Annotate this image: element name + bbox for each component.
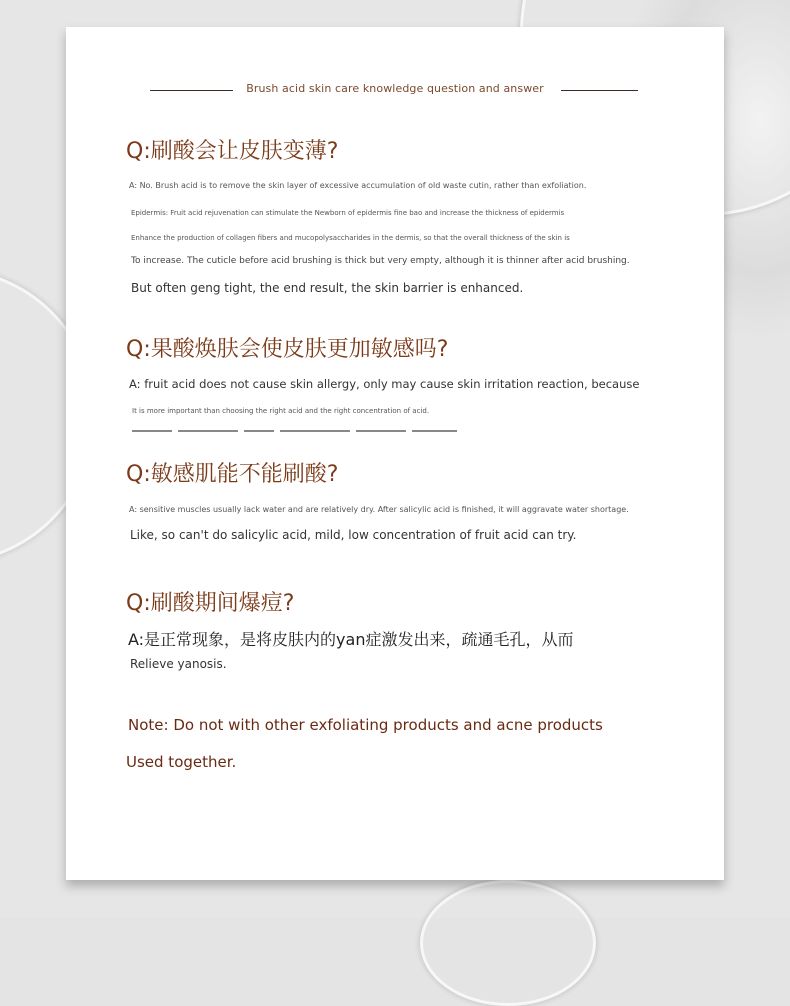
qa-card	[66, 27, 724, 880]
decorative-ring-bottom	[420, 880, 596, 1006]
note-line-2: Used together.	[126, 753, 237, 771]
answer-4-line-2: Relieve yanosis.	[130, 657, 227, 671]
note-line-1: Note: Do not with other exfoliating products and acne products	[128, 716, 603, 734]
answer-2-line-2: It is more important than choosing the right acid and the right concentration of acid.	[132, 407, 430, 415]
answer-1-line-4: To increase. The cuticle before acid brushing is thick but very empty, although it is thinner after acid brushing.	[131, 256, 630, 266]
answer-1-line-2: Epidermis: Fruit acid rejuvenation can stimulate the Newborn of epidermis fine bao and increase the thickness of epidermis	[131, 209, 565, 217]
question-2: Q:果酸焕肤会使皮肤更加敏感吗?	[126, 337, 449, 362]
answer-2-overlapped-text	[132, 429, 482, 438]
answer-3-line-2: Like, so can't do salicylic acid, mild, low concentration of fruit acid can try.	[130, 528, 577, 542]
question-4: Q:刷酸期间爆痘?	[126, 591, 295, 616]
answer-3-line-1: A: sensitive muscles usually lack water and are relatively dry. After salicylic acid is finished, it will aggravate water shortage.	[129, 505, 629, 514]
answer-2-line-1: A: fruit acid does not cause skin allergy, only may cause skin irritation reaction, because	[129, 377, 640, 391]
question-3: Q:敏感肌能不能刷酸?	[126, 462, 339, 487]
question-1: Q:刷酸会让皮肤变薄?	[126, 139, 339, 164]
answer-1-line-3: Enhance the production of collagen fibers and mucopolysaccharides in the dermis, so that the overall thickness of the skin is	[131, 234, 570, 242]
answer-1-line-5: But often geng tight, the end result, the skin barrier is enhanced.	[131, 281, 524, 295]
answer-4-line-1: A:是正常现象，是将皮肤内的yan症激发出来，疏通毛孔，从而	[128, 630, 574, 649]
answer-1-line-1: A: No. Brush acid is to remove the skin layer of excessive accumulation of old waste cutin, rather than exfoliation.	[129, 181, 587, 190]
header-rule-right	[561, 90, 638, 91]
header-title: Brush acid skin care knowledge question and answer	[246, 82, 544, 95]
